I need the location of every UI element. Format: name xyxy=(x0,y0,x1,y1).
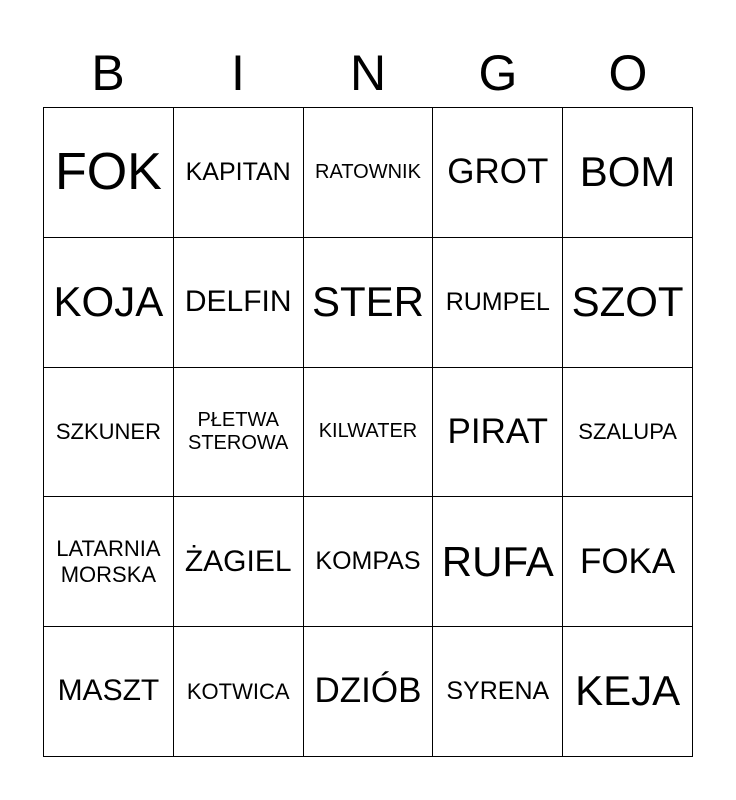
bingo-header xyxy=(43,40,693,106)
header-letter-b: B xyxy=(91,45,125,101)
bingo-cell[interactable]: RUFA xyxy=(433,497,563,627)
bingo-cell[interactable]: DZIÓB xyxy=(304,627,434,757)
bingo-cell[interactable]: FOK xyxy=(44,108,174,238)
bingo-cell[interactable]: FOKA xyxy=(563,497,693,627)
bingo-cell[interactable]: RUMPEL xyxy=(433,238,563,368)
bingo-cell[interactable]: KILWATER xyxy=(304,368,434,498)
header-letter-o: O xyxy=(608,45,648,101)
bingo-cell[interactable]: ŻAGIEL xyxy=(174,497,304,627)
bingo-cell[interactable]: MASZT xyxy=(44,627,174,757)
header-letter-g: G xyxy=(478,45,518,101)
bingo-cell[interactable]: BOM xyxy=(563,108,693,238)
bingo-cell[interactable]: RATOWNIK xyxy=(304,108,434,238)
bingo-cell[interactable]: KOTWICA xyxy=(174,627,304,757)
bingo-cell[interactable]: SZALUPA xyxy=(563,368,693,498)
bingo-cell[interactable]: PIRAT xyxy=(433,368,563,498)
bingo-cell[interactable]: PŁETWA STEROWA xyxy=(174,368,304,498)
bingo-cell[interactable]: KAPITAN xyxy=(174,108,304,238)
bingo-cell[interactable]: KOJA xyxy=(44,238,174,368)
header-letter-n: N xyxy=(349,45,387,101)
bingo-cell[interactable]: SYRENA xyxy=(433,627,563,757)
bingo-cell[interactable]: LATARNIA MORSKA xyxy=(44,497,174,627)
bingo-cell[interactable]: DELFIN xyxy=(174,238,304,368)
bingo-cell[interactable]: SZKUNER xyxy=(44,368,174,498)
bingo-cell[interactable]: KOMPAS xyxy=(304,497,434,627)
bingo-cell[interactable]: KEJA xyxy=(563,627,693,757)
bingo-cell[interactable]: STER xyxy=(304,238,434,368)
bingo-cell[interactable]: SZOT xyxy=(563,238,693,368)
header-letter-i: I xyxy=(231,45,245,101)
bingo-cell[interactable]: GROT xyxy=(433,108,563,238)
bingo-board xyxy=(43,107,693,757)
